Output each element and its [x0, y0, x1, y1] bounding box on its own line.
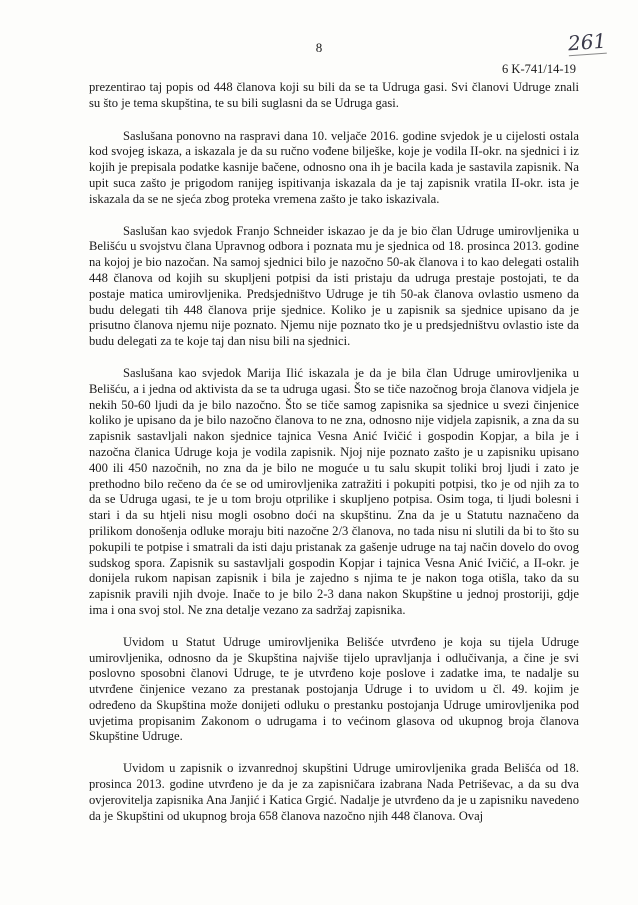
paragraph-witness-rehearing: Saslušana ponovno na raspravi dana 10. veljače 2016. godine svjedok je u cijelosti ostala kod svojeg iskaza, a iskazala je da su ručno vođene bilješke, koje je vodila II-okr. na sjednici i iz kojih je prepisala podatke kasnije bačene, odnosno ona ih je bacila kada je sastavila zapisnik. Na upit suca zašto je prigodom ranijeg ispitivanja iskazala da je taj zapisnik vratila II-okr. ista je iskazala da se ne sjeća zbog proteka vremena zašto je tako iskazivala. — [89, 128, 579, 206]
paragraph-continuation: prezentirao taj popis od 448 članova koji su bili da se ta Udruga gasi. Svi članovi Udruge znali su što je tema skupština, te su bili suglasni da se Udruga gasi. — [89, 80, 579, 110]
paragraph-minutes-review: Uvidom u zapisnik o izvanrednoj skupštini Udruge umirovljenika grada Belišća od 18. prosinca 2013. godine utvrđeno je da je za zapisničara izabrana Nada Petriševac, a da su dva ovjerovitelja zapisnika Ana Janjić i Katica Grgić. Nadalje je utvrđeno da je u zapisniku navedeno da je Skupštini od ukupnog broja 658 članova nazočno njih 448 članova. Ovaj — [89, 761, 579, 823]
document-body — [89, 80, 579, 840]
paragraph-witness-ilic: Saslušana kao svjedok Marija Ilić iskazala je da je bila član Udruge umirovljenika u Belišću, a i jedna od aktivista da se ta udruga ugasi. Što se tiče nazočnog broja članova vidjela je nekih 50-60 ljudi da je bilo nazočno. Što se tiče samog zapisnika sa sjednice u svezi činjenice koliko je upisano da je bilo nazočno članova to ne zna, odnosno nije vidjela zapisnik, a zna da su zapisnik sastavljali nakon sjednice tajnica Vesna Anić Ivičić i gospodin Kopjar, a bila je i nazočna članica Udruge koja je vodila zapisnik. Njoj nije poznato zašto je u zapisniku upisano 400 ili 450 nazočnih, no zna da je bilo ne moguće u tu salu skupit toliki broj ljudi i zato je prethodno bilo rečeno da će se od umirovljenika zatražiti i pokupiti potpisi, tko je od njih za to da se Udruga ugasi, te je u tom broju otprilike i skupljeno potpisa. Osim toga, ti ljudi bolesni i stari i da su htjeli nisu mogli osobno doći na skupštinu. Zna da je u Statutu naznačeno da prilikom donošenja odluke moraju biti nazočne 2/3 članova, no tada nisu ni slutili da bi to što su pokupili te potpise i smatrali da isti daju pristanak za gašenje udruge na taj način dovelo do ovog sudskog spora. Zapisnik su sastavljali gospodin Kopjar i tajnica Vesna Anić Ivičić, a II-okr. je donijela rukom napisan zapisnik i bila je zajedno s njima te je nakon toga otišla, tako da su zapisnik pravili njih dvoje. Inače to je bilo 2-3 dana nakon Skupštine u jednoj prostoriji, gdje ima i ona svoj stol. Ne zna detalje vezano za sadržaj zapisnika. — [89, 365, 579, 617]
case-number: 6 K-741/14-19 — [502, 62, 576, 76]
paragraph-witness-schneider: Saslušan kao svjedok Franjo Schneider iskazao je da je bio član Udruge umirovljenika u Belišću u svojstvu člana Upravnog odbora i poznata mu je sjednica od 18. prosinca 2013. godine na kojoj je bio nazočan. Na samoj sjednici bilo je nazočno 50-ak članova i to kao delegati ostalih 448 članova od kojih su skupljeni potpisi da isti pristaju da udruga prestaje postojati, te da postaje matica umirovljenika. Predsjedništvo Udruge je tih 50-ak članova ovlastio usmeno da budu delegati tih 448 članova prije sjednice. Koliko je u zapisnik sa sjednice upisano da je prisutno članova njemu nije poznato. Njemu nije poznato tko je u predsjedništvu ovlastio iste da budu delegati za te koje taj dan nisu bili na sjednici. — [89, 223, 579, 349]
paragraph-statute-review: Uvidom u Statut Udruge umirovljenika Belišće utvrđeno je koja su tijela Udruge umirovljenika, odnosno da je Skupština najviše tijelo upravljanja i odlučivanja, a čine je svi poslovno sposobni članovi Udruge, te je utvrđeno koje poslove i zadatke ima, te nadalje su utvrđene činjenice vezano za prestanak postojanja Udruge i to uvidom u čl. 49. kojim je određeno da Skupština može donijeti odluku o prestanku postojanja Udruge umirovljenika pod uvjetima propisanim Zakonom o udrugama i to većinom glasova od ukupnog broja članova Skupštine Udruge. — [89, 634, 579, 744]
handwritten-page-number: 261 — [566, 28, 607, 56]
page-number: 8 — [315, 40, 323, 55]
